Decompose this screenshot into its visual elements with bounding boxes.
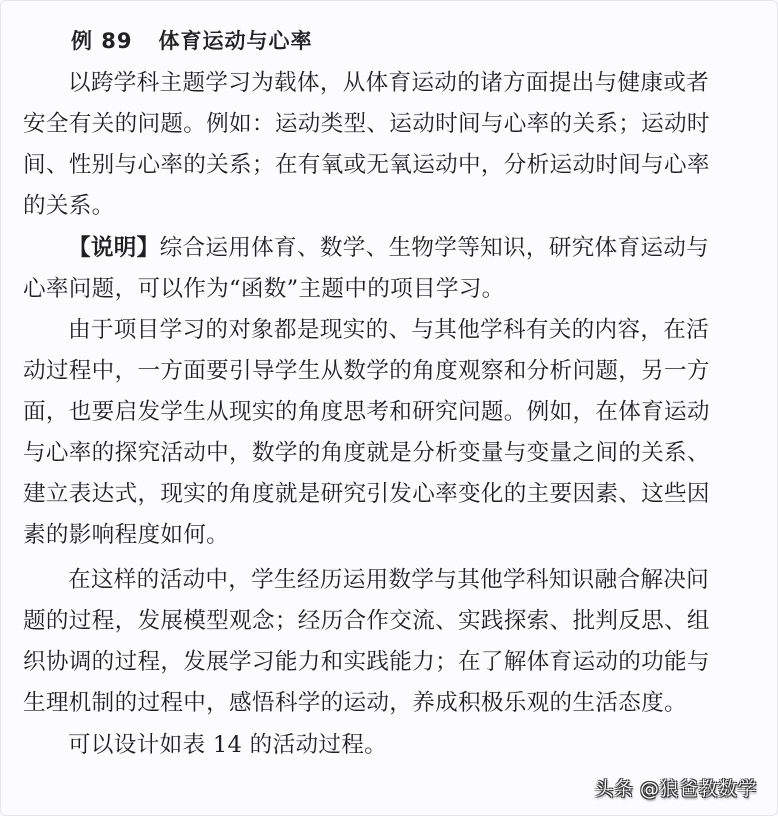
text-line: 在这样的活动中，学生经历运用数学与其他学科知识融合解决问	[68, 567, 710, 593]
text-line: 建立表达式，现实的角度就是研究引发心率变化的主要因素、这些因	[23, 481, 710, 507]
text-line: 心率问题，可以作为“函数”主题中的项目学习。	[23, 276, 505, 302]
text-line	[23, 228, 753, 269]
text-line: 动过程中，一方面要引导学生从数学的角度观察和分析问题，另一方	[23, 358, 710, 384]
text-line: 以跨学科主题学习为载体，从体育运动的诸方面提出与健康或者	[68, 70, 710, 96]
paragraph-activity-outcomes	[23, 560, 753, 724]
paragraph-intro	[23, 63, 753, 227]
text-line: 由于项目学习的对象都是现实的、与其他学科有关的内容，在活	[68, 317, 710, 343]
example-number: 例 89	[71, 29, 133, 53]
watermark: 头条 @狼爸教数学	[594, 778, 757, 800]
text-line: 的关系。	[23, 193, 115, 219]
paragraph-project-learning	[23, 310, 753, 556]
text-line: 生理机制的过程中，感悟科学的运动，养成积极乐观的生活态度。	[23, 690, 687, 716]
text-line: 与心率的探究活动中，数学的角度就是分析变量与变量之间的关系、	[23, 440, 710, 466]
text-line: 间、性别与心率的关系；在有氧或无氧运动中，分析运动时间与心率	[23, 152, 710, 178]
example-heading	[71, 25, 313, 55]
text-line-content: 综合运用体育、数学、生物学等知识，研究体育运动与	[159, 235, 710, 261]
text-line: 织协调的过程，发展学习能力和实践能力；在了解体育运动的功能与	[23, 649, 710, 675]
text-line: 题的过程，发展模型观念；经历合作交流、实践探索、批判反思、组	[23, 608, 710, 634]
paragraph-table-reference	[23, 725, 753, 766]
explanation-label: 【说明】	[68, 235, 160, 261]
example-title: 体育运动与心率	[158, 29, 313, 53]
paragraph-explanation	[23, 228, 753, 310]
text-line: 安全有关的问题。例如：运动类型、运动时间与心率的关系；运动时	[23, 111, 710, 137]
text-line: 素的影响程度如何。	[23, 522, 230, 548]
text-line: 可以设计如表 14 的活动过程。	[68, 732, 388, 758]
text-line: 面，也要启发学生从现实的角度思考和研究问题。例如，在体育运动	[23, 399, 710, 425]
